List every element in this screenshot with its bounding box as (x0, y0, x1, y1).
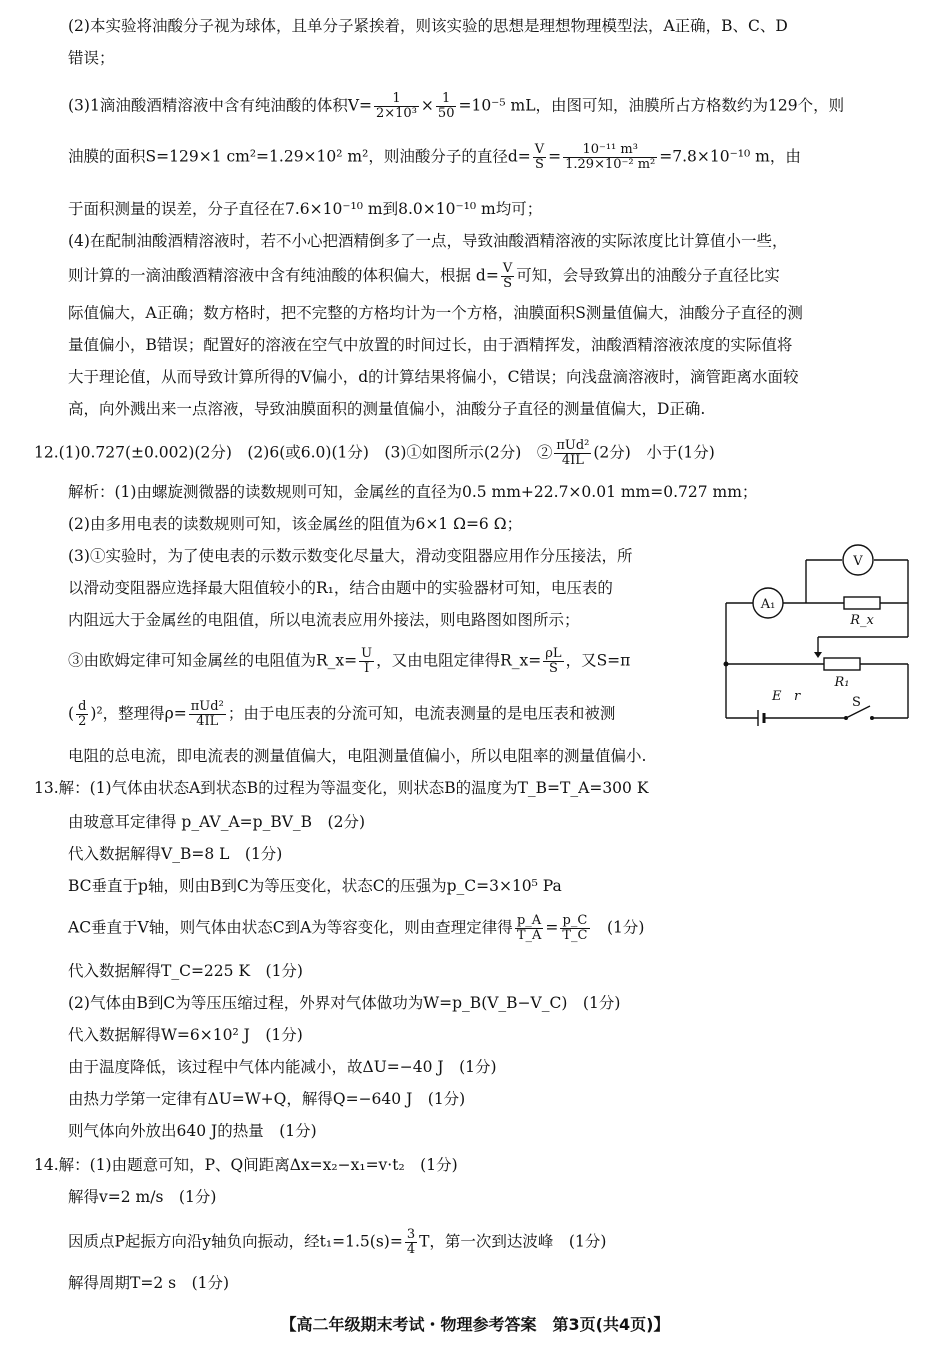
text-span: 12.(1)0.727(±0.002)(2分) (2)6(或6.0)(1分) (3)①如图所示(2分) ② (34, 443, 553, 462)
text-line (68, 1228, 606, 1257)
numerator: p_A (515, 914, 544, 929)
denominator: 4IL (561, 453, 584, 468)
text-line: 量值偏小，B错误；配置好的溶液在空气中放置的时间过长，由于酒精挥发，油酸酒精溶液浓度的实际值将 (68, 336, 793, 354)
text-line: 以滑动变阻器应选择最大阻值较小的R₁，结合由题中的实验器材可知，电压表的 (68, 579, 613, 597)
denominator: S (534, 157, 544, 172)
numerator: V (502, 261, 513, 276)
text-span: 可知，会导致算出的油酸分子直径比实 (516, 266, 780, 285)
numerator: 3 (406, 1227, 416, 1242)
text-line: 13.解：(1)气体由状态A到状态B的过程为等温变化，则状态B的温度为T_B=T_A=300 K (34, 779, 649, 797)
text-line: 际值偏大，A正确；数方格时，把不完整的方格均计为一个方格，油膜面积S测量值偏大，油酸分子直径的测 (68, 304, 803, 322)
text-span: 油膜的面积S=129×1 cm²=1.29×10² m²，则油酸分子的直径d= (68, 147, 531, 166)
text-span: = (548, 147, 562, 166)
text-line: 则气体向外放出640 J的热量 (1分) (68, 1122, 317, 1140)
denominator: T_C (562, 928, 588, 943)
text-line: 代入数据解得W=6×10² J (1分) (68, 1026, 303, 1044)
text-line: (3)①实验时，为了使电表的示数示数变化尽量大，滑动变阻器应用作分压接法，所 (68, 547, 633, 565)
denominator: 2 (78, 714, 87, 729)
text-span: AC垂直于V轴，则气体由状态C到A为等容变化，则由查理定律得 (68, 918, 513, 937)
numerator: 1 (374, 92, 419, 107)
fraction (374, 92, 419, 121)
denominator: T_A (516, 928, 542, 943)
text-line: 内阻远大于金属丝的电阻值，所以电流表应用外接法，则电路图如图所示； (68, 611, 580, 629)
text-span: =7.8×10⁻¹⁰ m，由 (659, 147, 801, 166)
resistor-rx-label: R_x (850, 613, 874, 628)
text-line: 由热力学第一定律有ΔU=W+Q，解得Q=−640 J (1分) (68, 1090, 466, 1108)
denominator: 2×10³ (376, 106, 417, 121)
switch-contact (844, 716, 848, 720)
fraction (563, 143, 657, 172)
text-line: 代入数据解得T_C=225 K (1分) (68, 962, 303, 980)
fraction (554, 439, 591, 468)
text-line: 解析：(1)由螺旋测微器的读数规则可知，金属丝的直径为0.5 mm+22.7×0.01 mm=0.727 mm； (68, 483, 758, 501)
text-span: 则计算的一滴油酸酒精溶液中含有纯油酸的体积偏大，根据 d= (68, 266, 499, 285)
text-span: ，又由电阻定律得R_x= (376, 651, 542, 670)
text-line: 错误； (68, 49, 115, 67)
resistor-rx (844, 597, 880, 609)
switch-label: S (852, 695, 861, 710)
denominator: S (503, 276, 512, 291)
text-line: (2)由多用电表的读数规则可知，该金属丝的阻值为6×1 Ω=6 Ω； (68, 515, 523, 533)
denominator: 50 (437, 106, 455, 121)
denominator: I (364, 661, 370, 676)
denominator: 1.29×10⁻² m² (565, 157, 656, 172)
text-span: =10⁻⁵ mL，由图可知，油膜所占方格数约为129个，则 (458, 96, 845, 115)
numerator: p_C (560, 914, 589, 929)
emf-label: E (772, 689, 782, 704)
text-line (68, 92, 844, 121)
text-span: ；由于电压表的分流可知，电流表测量的是电压表和被测 (227, 704, 616, 723)
text-line: 由于温度降低，该过程中气体内能减小，故ΔU=−40 J (1分) (68, 1058, 497, 1076)
text-span: (2分) 小于(1分) (593, 443, 715, 462)
junction-dot (724, 662, 729, 667)
numerator: d (78, 699, 87, 714)
text-span: = (545, 918, 559, 937)
text-span: (3)1滴油酸酒精溶液中含有纯油酸的体积V= (68, 96, 372, 115)
numerator: πUd² (556, 438, 590, 453)
fraction (189, 700, 226, 729)
denominator: 4 (406, 1242, 416, 1257)
text-line (34, 439, 715, 468)
page-footer: 【高二年级期末考试・物理参考答案 第3页(共4页)】 (280, 1315, 670, 1334)
text-line (68, 700, 615, 729)
text-span: T，第一次到达波峰 (1分) (419, 1232, 607, 1251)
text-line: BC垂直于p轴，则由B到C为等压变化，状态C的压强为p_C=3×10⁵ Pa (68, 877, 562, 895)
internal-resistance-label: r (794, 689, 801, 704)
text-line: 14.解：(1)由题意可知，P、Q间距离Δx=x₂−x₁=v·t₂ (1分) (34, 1156, 458, 1174)
fraction (515, 914, 544, 943)
text-line: 于面积测量的误差，分子直径在7.6×10⁻¹⁰ m到8.0×10⁻¹⁰ m均可； (68, 200, 543, 218)
text-span: ( (68, 704, 75, 723)
text-span: ，又S=π (565, 651, 631, 670)
numerator: ρL (545, 646, 562, 661)
numerator: πUd² (190, 699, 224, 714)
rheostat-label: R₁ (834, 675, 850, 690)
numerator: U (361, 646, 373, 661)
denominator: S (548, 661, 558, 676)
denominator: 4IL (196, 714, 219, 729)
text-span: × (420, 96, 434, 115)
text-line: 高，向外溅出来一点溶液，导致油膜面积的测量值偏小，油酸分子直径的测量值偏大，D正确. (68, 400, 706, 418)
text-line: 代入数据解得V_B=8 L (1分) (68, 845, 283, 863)
text-line: 电阻的总电流，即电流表的测量值偏大，电阻测量值偏小，所以电阻率的测量值偏小. (68, 747, 647, 765)
voltmeter-label: V (853, 554, 863, 569)
numerator: 10⁻¹¹ m³ (563, 143, 657, 158)
text-line: 解得v=2 m/s (1分) (68, 1188, 217, 1206)
numerator: 1 (436, 92, 457, 107)
text-span: (1分) (591, 918, 645, 937)
text-span: 因质点P起振方向沿y轴负向振动，经t₁=1.5(s)= (68, 1232, 403, 1251)
text-line: 由玻意耳定律得 p_AV_A=p_BV_B (2分) (68, 813, 365, 831)
fraction (533, 143, 546, 172)
fraction (359, 647, 374, 676)
text-line (68, 914, 644, 943)
text-span: ③由欧姆定律可知金属丝的电阻值为R_x= (68, 651, 358, 670)
text-line: 大于理论值，从而导致计算所得的V偏小，d的计算结果将偏小，C错误；向浅盘滴溶液时，滴管距离水面较 (68, 368, 799, 386)
numerator: V (534, 142, 545, 157)
switch-contact (870, 716, 874, 720)
fraction (501, 262, 514, 291)
fraction (76, 700, 88, 729)
fraction (543, 647, 563, 676)
text-line: (2)本实验将油酸分子视为球体，且单分子紧挨着，则该实验的思想是理想物理模型法，A正确，B、C、D (68, 17, 788, 35)
circuit-diagram (718, 540, 914, 730)
text-line: (2)气体由B到C为等压压缩过程，外界对气体做功为W=p_B(V_B−V_C) (1分) (68, 994, 621, 1012)
rheostat-r1 (824, 658, 860, 670)
text-line (68, 262, 780, 291)
slider-arrowhead (814, 652, 822, 658)
fraction (405, 1228, 417, 1257)
fraction (560, 914, 589, 943)
text-span: )²，整理得ρ= (90, 704, 187, 723)
text-line: (4)在配制油酸酒精溶液时，若不小心把酒精倒多了一点，导致油酸酒精溶液的实际浓度比计算值小一些， (68, 232, 788, 250)
text-line: 解得周期T=2 s (1分) (68, 1274, 230, 1292)
text-line (68, 143, 801, 172)
text-line (68, 647, 630, 676)
fraction (436, 92, 457, 121)
ammeter-label: A₁ (760, 597, 776, 612)
